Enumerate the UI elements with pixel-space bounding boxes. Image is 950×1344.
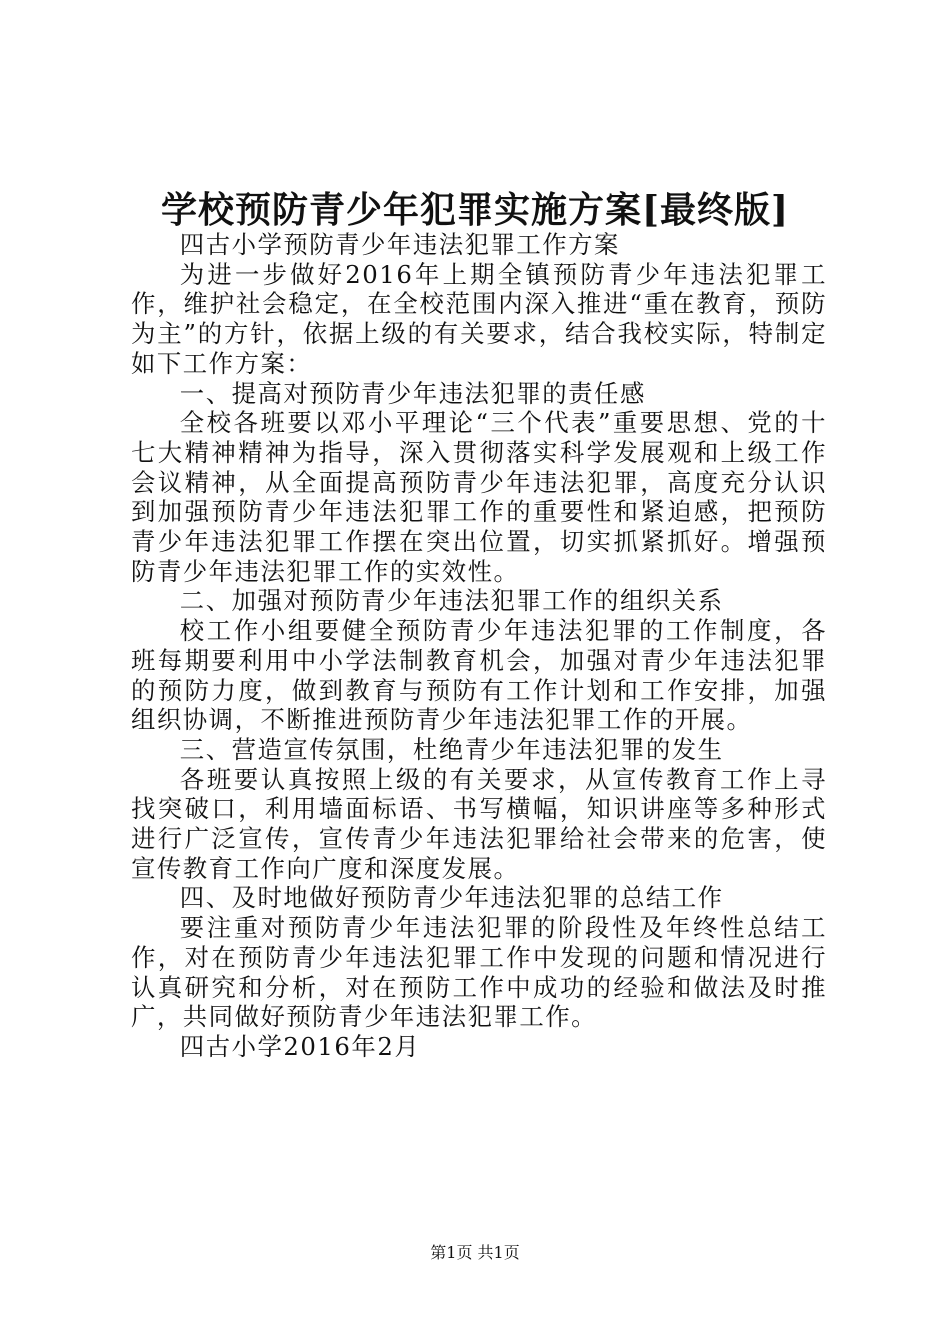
section-paragraph-4: 要注重对预防青少年违法犯罪的阶段性及年终性总结工作，对在预防青少年违法犯罪工作中发现的问题和情况进行认真研究和分析，对在预防工作中成功的经验和做法及时推广，共同做好预防青少年违法犯罪工作。 [131, 913, 827, 1032]
document-title: 学校预防青少年犯罪实施方案[最终版] [160, 189, 790, 231]
section-paragraph-3: 各班要认真按照上级的有关要求，从宣传教育工作上寻找突破口，利用墙面标语、书写横幅，知识讲座等多种形式进行广泛宣传，宣传青少年违法犯罪给社会带来的危害，使宣传教育工作向广度和深度发展。 [131, 764, 827, 883]
plan-heading: 四古小学预防青少年违法犯罪工作方案 [179, 230, 620, 259]
page-footer: 第1页 共1页 [430, 1243, 520, 1262]
section-heading-3: 三、营造宣传氛围，杜绝青少年违法犯罪的发生 [179, 734, 724, 764]
section-heading-2: 二、加强对预防青少年违法犯罪工作的组织关系 [179, 586, 724, 616]
intro-paragraph: 为进一步做好2016年上期全镇预防青少年违法犯罪工作，维护社会稳定，在全校范围内深入推进“重在教育，预防为主”的方针，依据上级的有关要求，结合我校实际，特制定如下工作方案： [131, 259, 827, 378]
document-body [131, 230, 827, 1062]
section-heading-1: 一、提高对预防青少年违法犯罪的责任感 [179, 378, 646, 408]
signature-line: 四古小学2016年2月 [179, 1031, 421, 1061]
section-paragraph-2: 校工作小组要健全预防青少年违法犯罪的工作制度，各班每期要利用中小学法制教育机会，加强对青少年违法犯罪的预防力度，做到教育与预防有工作计划和工作安排，加强组织协调，不断推进预防青少年违法犯罪工作的开展。 [131, 616, 827, 735]
section-paragraph-1: 全校各班要以邓小平理论“三个代表”重要思想、党的十七大精神精神为指导，深入贯彻落实科学发展观和上级工作会议精神，从全面提高预防青少年违法犯罪，高度充分认识到加强预防青少年违法犯罪工作的重要性和紧迫感，把预防青少年违法犯罪工作摆在突出位置，切实抓紧抓好。增强预防青少年违法犯罪工作的实效性。 [131, 408, 827, 586]
section-heading-4: 四、及时地做好预防青少年违法犯罪的总结工作 [179, 883, 724, 913]
